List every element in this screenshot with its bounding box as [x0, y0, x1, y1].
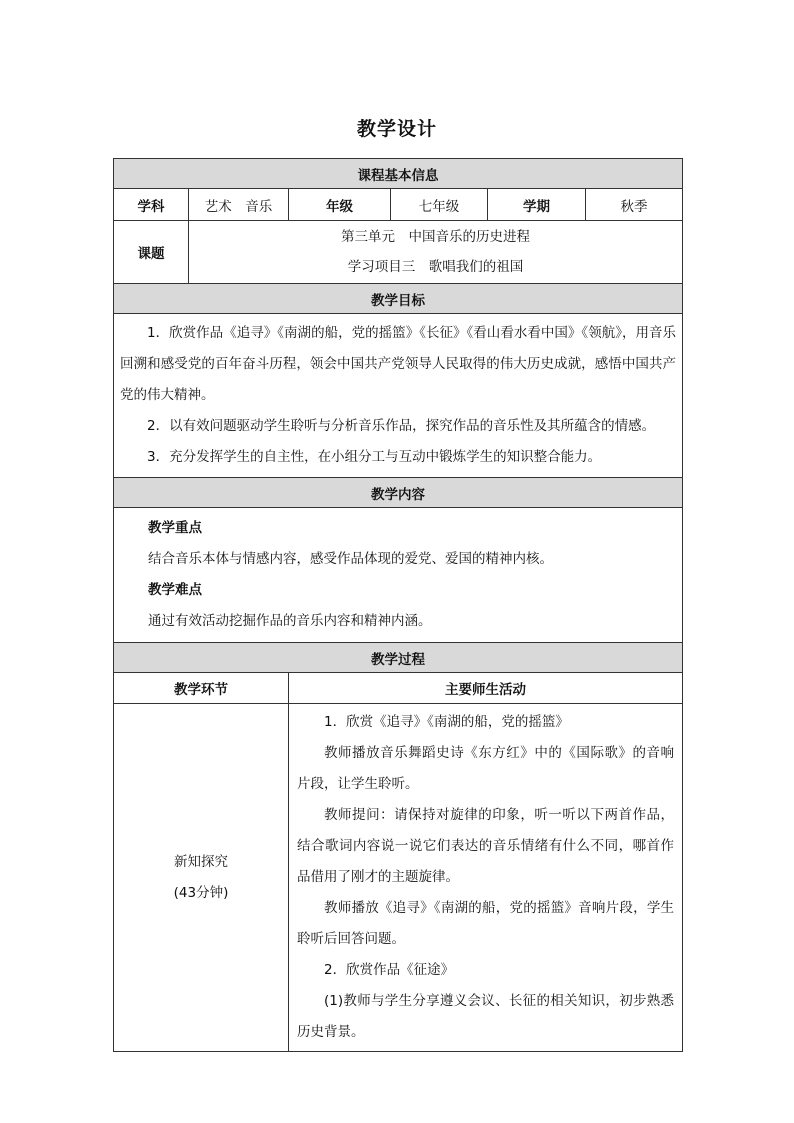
- term-label: 学期: [488, 189, 586, 221]
- document-title: 教学设计: [356, 118, 437, 140]
- activity-item: 教师播放《追寻》《南湖的船，党的摇篮》音响片段，学生聆听后回答问题。: [297, 900, 675, 947]
- topic-unit: 第三单元 中国音乐的历史进程: [341, 229, 531, 245]
- content-header: 教学内容: [114, 478, 683, 508]
- objective-item: 3．充分发挥学生的自主性，在小组分工与互动中锻炼学生的知识整合能力。: [147, 449, 602, 465]
- activities-cell: [289, 704, 683, 1052]
- lesson-plan-table: [113, 158, 683, 1052]
- content-body: [114, 508, 683, 643]
- activity-column-header: 主要师生活动: [289, 673, 683, 704]
- topic-project: 学习项目三 歌唱我们的祖国: [347, 259, 524, 275]
- key-points-label: 教学重点: [148, 520, 202, 536]
- objectives-body: [114, 314, 683, 478]
- difficulty-text: 通过有效活动挖掘作品的音乐内容和精神内涵。: [148, 613, 432, 629]
- topic-label: 课题: [114, 221, 189, 284]
- objectives-header: 教学目标: [114, 284, 683, 314]
- activity-item: 1．欣赏《追寻》《南湖的船，党的摇篮》: [324, 714, 569, 730]
- objective-item: 1．欣赏作品《追寻》《南湖的船，党的摇篮》《长征》《看山看水看中国》《领航》，用音乐回溯和感受党的百年奋斗历程，领会中国共产党领导人民取得的伟大历史成就，感悟中国共产党的伟大精神。: [120, 325, 677, 403]
- objective-item: 2．以有效问题驱动学生聆听与分析音乐作品，探究作品的音乐性及其所蕴含的情感。: [147, 418, 656, 434]
- activity-item: 教师提问：请保持对旋律的印象，听一听以下两首作品，结合歌词内容说一说它们表达的音乐情绪有什么不同，哪首作品借用了刚才的主题旋律。: [297, 807, 675, 885]
- term-value: 秋季: [586, 189, 683, 221]
- stage-cell: [114, 704, 289, 1052]
- stage-column-header: 教学环节: [114, 673, 289, 704]
- activity-item: 2．欣赏作品《征途》: [324, 962, 455, 978]
- key-points-text: 结合音乐本体与情感内容，感受作品体现的爱党、爱国的精神内核。: [148, 551, 553, 567]
- stage-time: (43分钟): [173, 884, 229, 901]
- subject-value: 艺术 音乐: [189, 189, 289, 221]
- process-header: 教学过程: [114, 643, 683, 673]
- activity-item: (1)教师与学生分享遵义会议、长征的相关知识，初步熟悉历史背景。: [297, 993, 675, 1040]
- activity-item: 教师播放音乐舞蹈史诗《东方红》中的《国际歌》的音响片段，让学生聆听。: [297, 745, 675, 792]
- subject-label: 学科: [114, 189, 189, 221]
- stage-name: 新知探究: [174, 853, 228, 870]
- grade-value: 七年级: [391, 189, 488, 221]
- topic-value: [189, 221, 683, 284]
- basic-info-header: 课程基本信息: [114, 159, 683, 189]
- difficulty-label: 教学难点: [148, 582, 202, 598]
- grade-label: 年级: [289, 189, 391, 221]
